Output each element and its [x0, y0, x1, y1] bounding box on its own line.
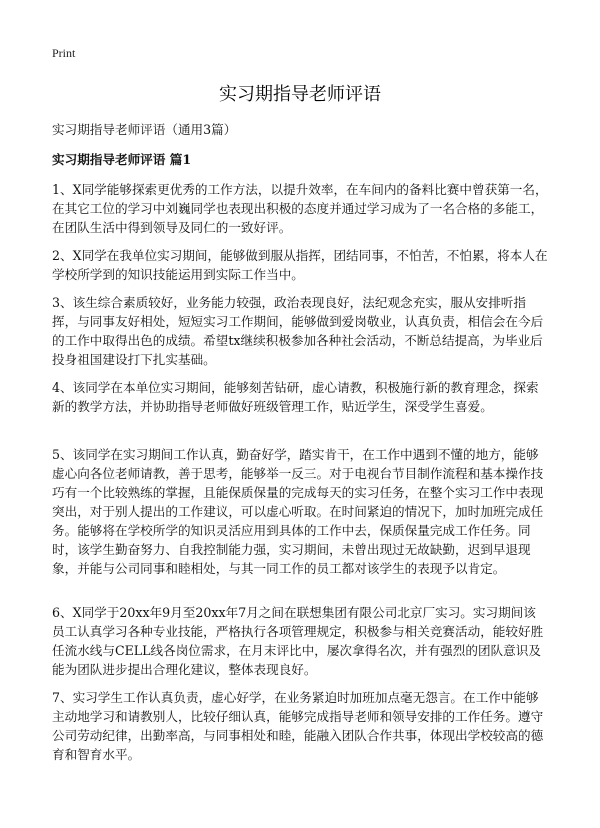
section-heading: 实习期指导老师评语 篇1 [52, 152, 192, 167]
paragraph-5: 5、该同学在实习期间工作认真，勤奋好学，踏实肯干，在工作中遇到不懂的地方，能够虚心向各位老师请教，善于思考，能够举一反三。对于电视台节目制作流程和基本操作技巧有一个比较熟练的掌握，且能保质保量的完成每天的实习任务，在整个实习工作中表现突出，对于别人提出的工作建议，可以虚心听取。在时间紧迫的情况下，加时加班完成任务。能够将在学校所学的知识灵活应用到具体的工作中去，保质保量完成工作任务。同时，该学生勤奋努力、自我控制能力强，实习期间，未曾出现过无故缺勤，迟到早退现象，并能与公司同事和睦相处，与其一同工作的员工都对该学生的表现予以肯定。 [52, 447, 544, 576]
paragraph-7: 7、实习学生工作认真负责，虚心好学，在业务紧迫时加班加点毫无怨言。在工作中能够主动地学习和请教别人，比较仔细认真，能够完成指导老师和领导安排的工作任务。遵守公司劳动纪律，出勤率高，与同事相处和睦，能融入团队合作共事，体现出学校较高的德育和智育水平。 [52, 690, 544, 762]
print-link[interactable]: Print [52, 46, 76, 60]
paragraph-1: 1、X同学能够探索更优秀的工作方法，以提升效率，在车间内的备料比赛中曾获第一名，在其它工位的学习中刘巍同学也表现出积极的态度并通过学习成为了一名合格的多能工，在团队生活中得到领导及同仁的一致好评。 [52, 182, 548, 235]
paragraph-6: 6、X同学于20xx年9月至20xx年7月之间在联想集团有限公司北京厂实习。实习期间该员工认真学习各种专业技能，严格执行各项管理规定，积极参与相关竞赛活动，能较好胜任流水线与CELL线各岗位需求，在月末评比中，屡次拿得名次，并有强烈的团队意识及能为团队进步提出合理化建议，整体表现良好。 [52, 605, 544, 677]
paragraph-2: 2、X同学在我单位实习期间，能够做到服从指挥，团结同事，不怕苦，不怕累，将本人在学校所学到的知识技能运用到实际工作当中。 [52, 248, 548, 282]
document-subtitle: 实习期指导老师评语（通用3篇） [52, 122, 237, 137]
paragraph-3: 3、该生综合素质较好，业务能力较强，政治表现良好，法纪观念充实，服从安排听指挥，与同事友好相处，短短实习工作期间，能够做到爱岗敬业，认真负责，相信会在今后的工作中取得出色的成绩。希望tx继续积极参加各种社会活动，不断总结提高，为毕业后投身祖国建设打下扎实基础。 [52, 295, 544, 367]
document-title: 实习期指导老师评语 [219, 84, 381, 105]
paragraph-4: 4、该同学在本单位实习期间，能够刻苦钻研，虚心请教，积极施行新的教育理念，探索新的教学方法，并协助指导老师做好班级管理工作，贴近学生，深受学生喜爱。 [52, 380, 539, 414]
